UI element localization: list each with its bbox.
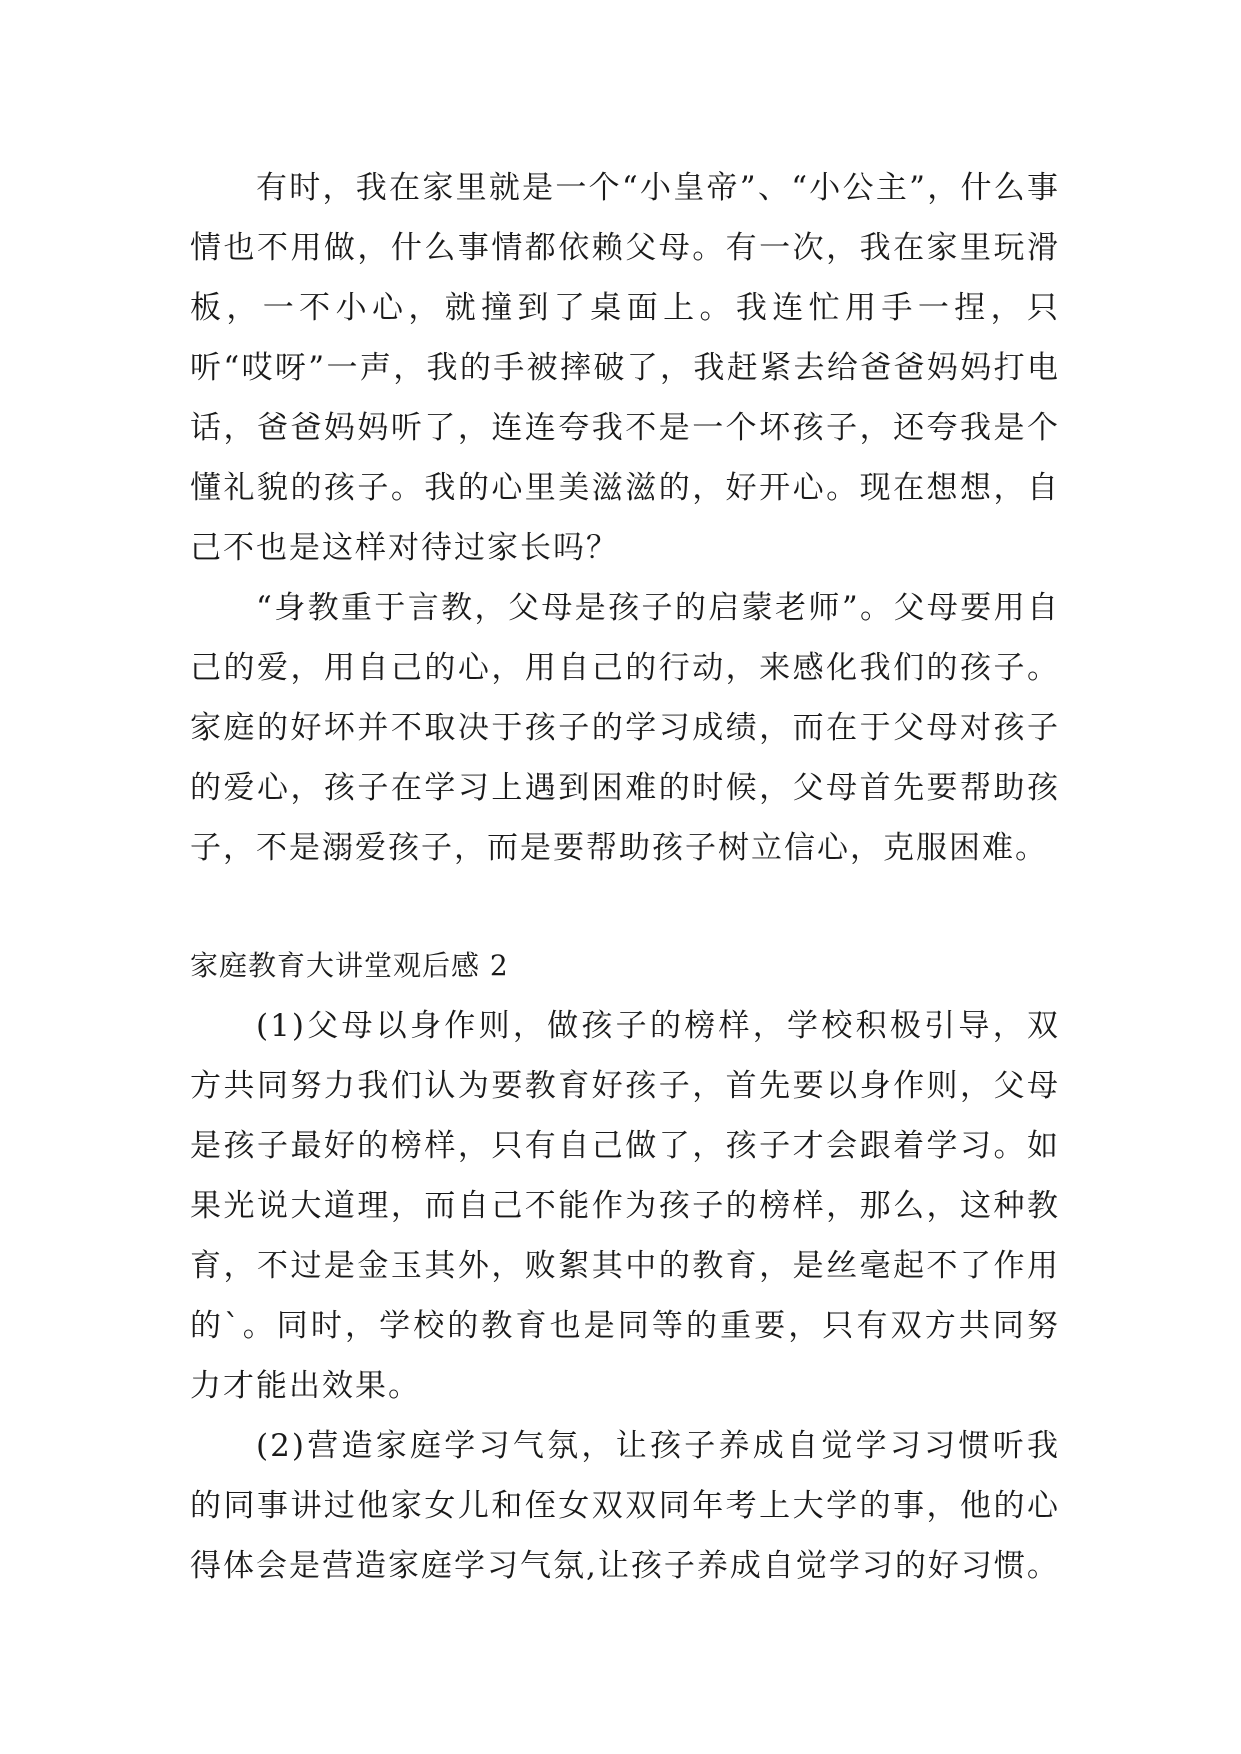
document-body xyxy=(190,158,1060,1596)
paragraph-point-1: (1)父母以身作则，做孩子的榜样，学校积极引导，双方共同努力我们认为要教育好孩子，首先要以身作则，父母是孩子最好的榜样，只有自己做了，孩子才会跟着学习。如果光说大道理，而自己不能作为孩子的榜样，那么，这种教育，不过是金玉其外，败絮其中的教育，是丝毫起不了作用的`。同时，学校的教育也是同等的重要，只有双方共同努力才能出效果。 xyxy=(190,1008,1060,1404)
section-spacer xyxy=(190,878,1060,936)
paragraph-little-emperor: 有时，我在家里就是一个“小皇帝”、“小公主”，什么事情也不用做，什么事情都依赖父母。有一次，我在家里玩滑板，一不小心，就撞到了桌面上。我连忙用手一捏，只听“哎呀”一声，我的手被摔破了，我赶紧去给爸爸妈妈打电话，爸爸妈妈听了，连连夸我不是一个坏孩子，还夸我是个懂礼貌的孩子。我的心里美滋滋的，好开心。现在想想，自己不也是这样对待过家长吗？ xyxy=(190,170,1060,566)
paragraph-parents-as-teachers: “身教重于言教，父母是孩子的启蒙老师”。父母要用自己的爱，用自己的心，用自己的行动，来感化我们的孩子。家庭的好坏并不取决于孩子的学习成绩，而在于父母对孩子的爱心，孩子在学习上遇到困难的时候，父母首先要帮助孩子，不是溺爱孩子，而是要帮助孩子树立信心，克服困难。 xyxy=(190,590,1060,866)
paragraph-point-2: (2)营造家庭学习气氛，让孩子养成自觉学习习惯听我的同事讲过他家女儿和侄女双双同年考上大学的事，他的心得体会是营造家庭学习气氛,让孩子养成自觉学习的好习惯。 xyxy=(190,1428,1060,1584)
section-title: 家庭教育大讲堂观后感 2 xyxy=(190,949,509,982)
